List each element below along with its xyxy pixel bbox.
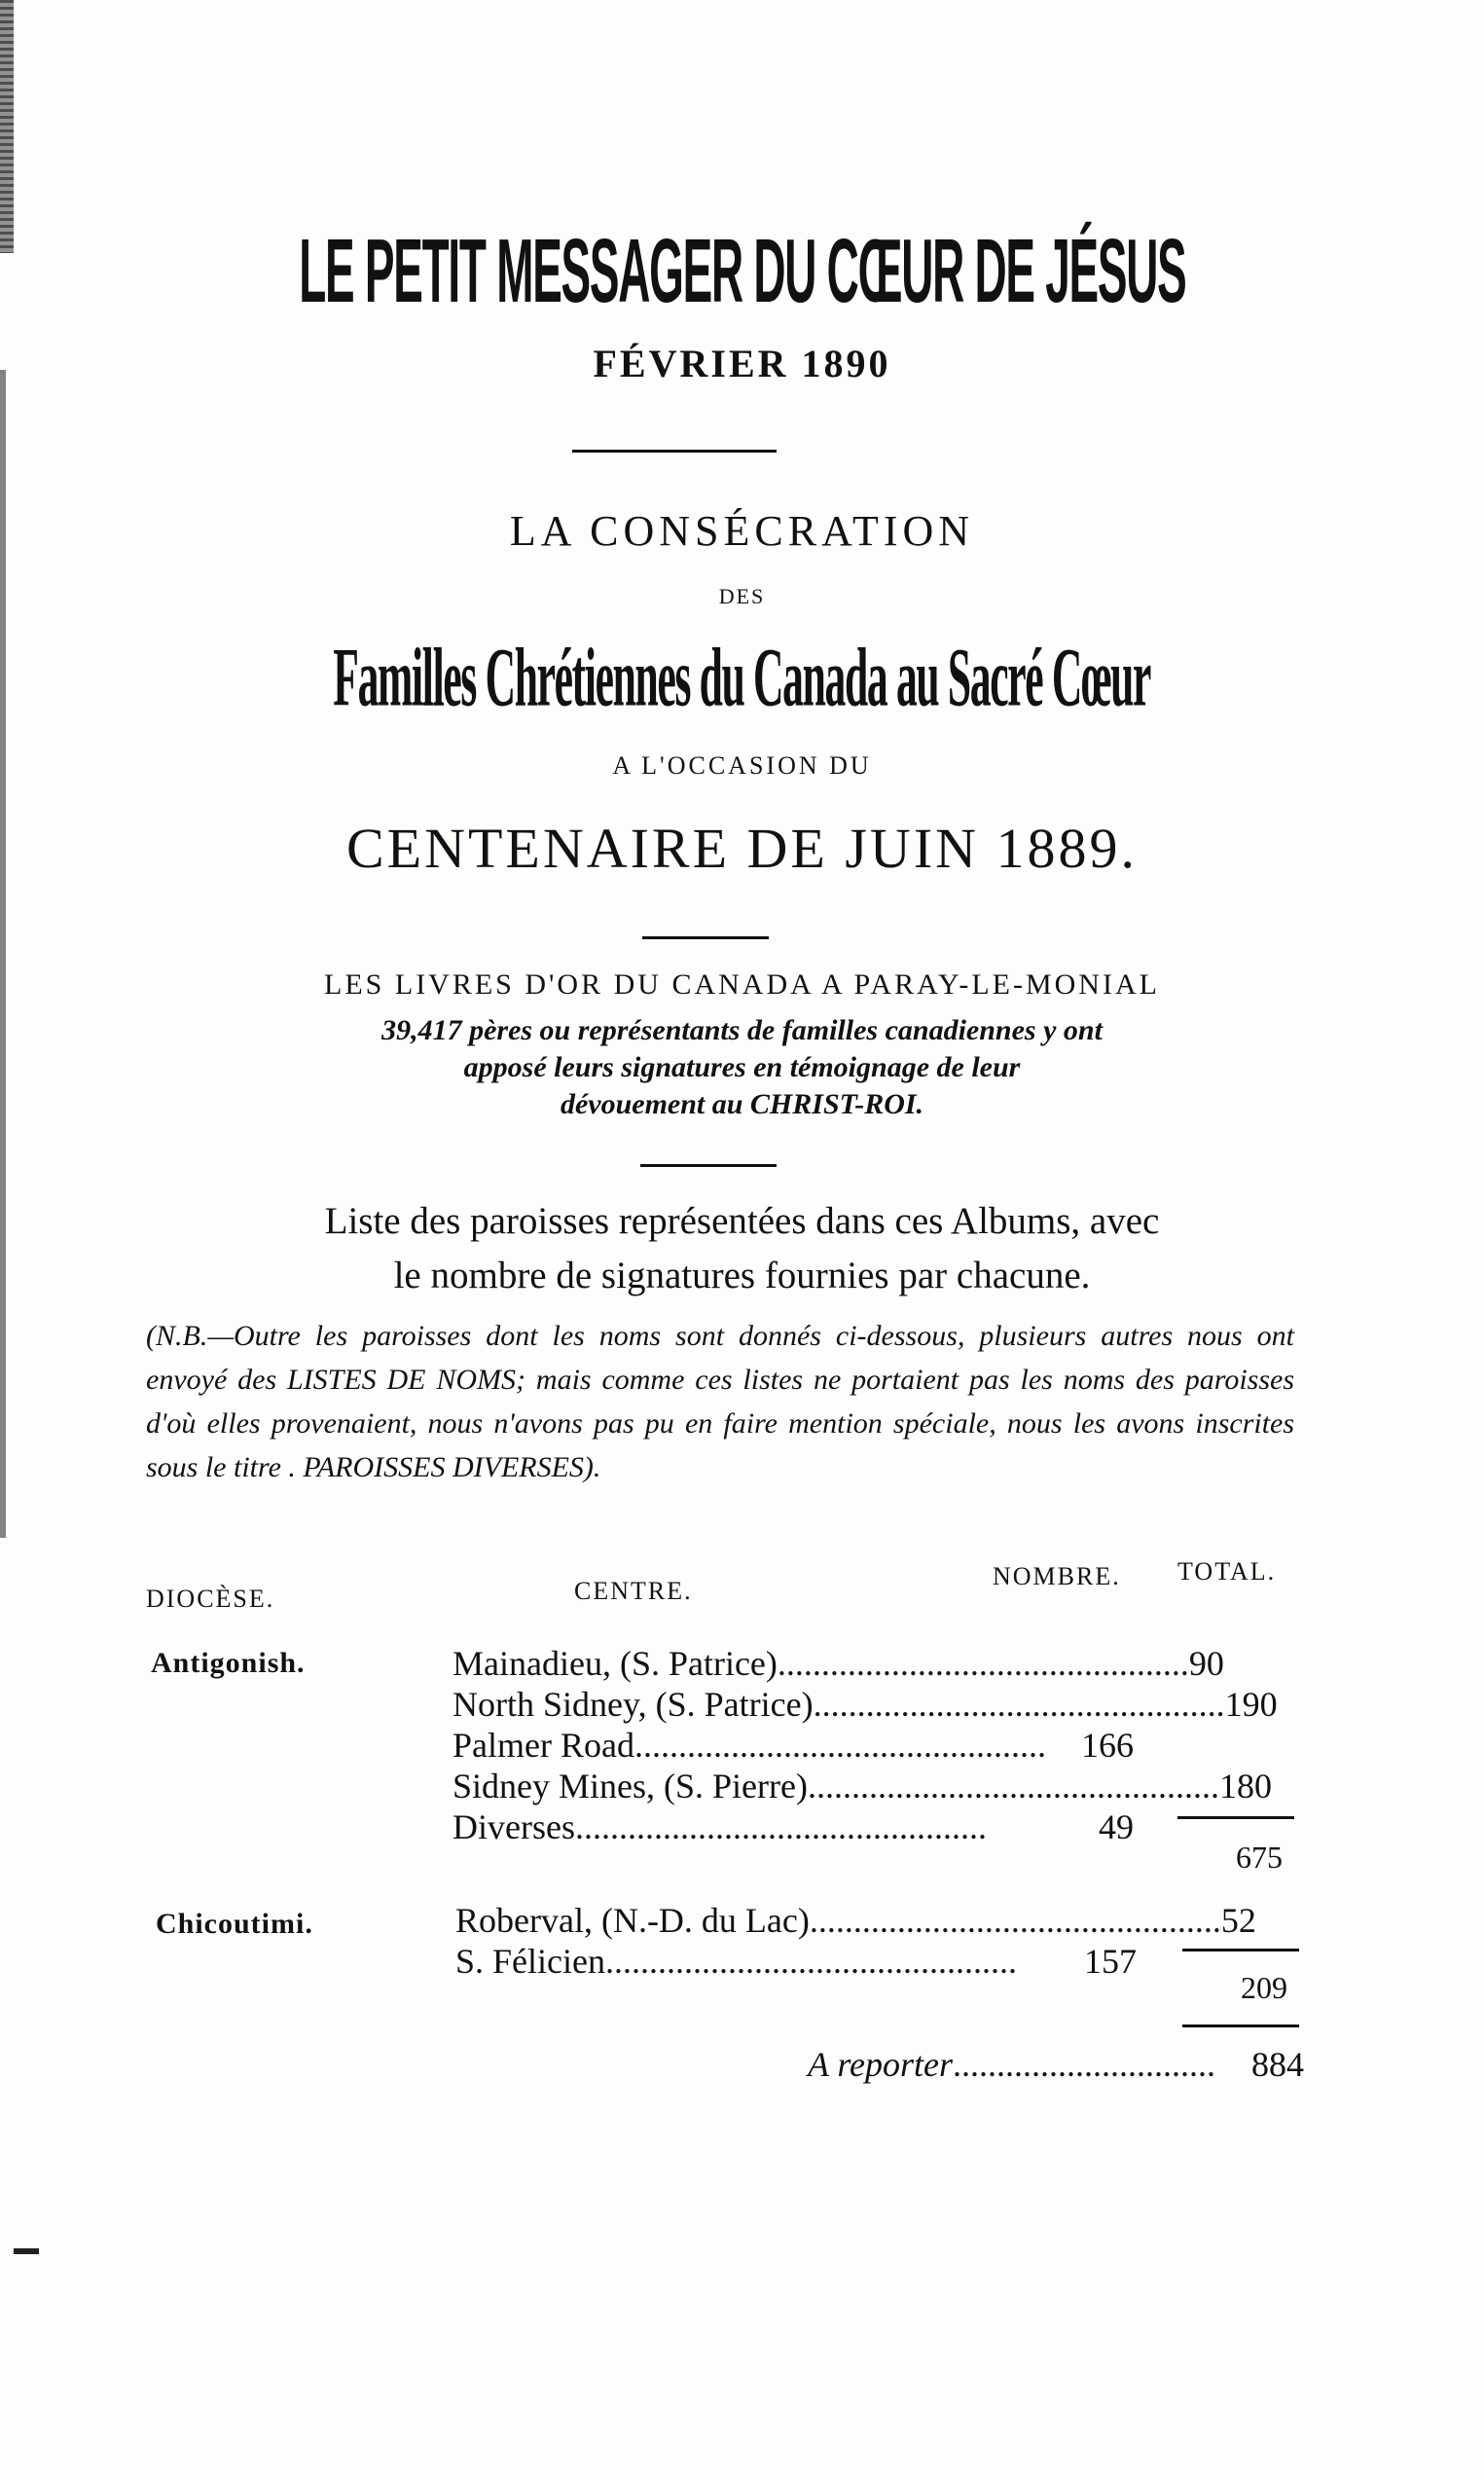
- centre-name: Roberval, (N.-D. du Lac): [455, 1901, 810, 1940]
- header-total: TOTAL.: [1177, 1557, 1277, 1586]
- table-row: [452, 1766, 1272, 1806]
- group-total: 209: [1241, 1970, 1287, 2005]
- heading-familles: Familles Chrétiennes du Canada au Sacré Cœur: [333, 632, 1151, 725]
- livres-title: LES LIVRES D'OR DU CANADA A PARAY-LE-MONIAL: [324, 968, 1160, 1001]
- nombre-value: 157: [1084, 1942, 1137, 1981]
- table-row: [452, 1806, 1134, 1847]
- nombre-value: 190: [1224, 1685, 1278, 1724]
- total-rule: [1177, 1816, 1294, 1819]
- heading-consecration: LA CONSÉCRATION: [509, 507, 975, 555]
- livres-line-1: 39,417 pères ou représentants de familles canadiennes y ont: [381, 1014, 1103, 1046]
- nombre-value: 90: [1188, 1644, 1224, 1683]
- livres-line-2: apposé leurs signatures en témoignage de leur: [463, 1051, 1021, 1083]
- divider: [640, 1164, 777, 1167]
- note-line-1: (N.B.—Outre les paroisses dont les noms sont donnés ci-dessous, plusieurs autres nous ont envoyé des LISTES DE NOMS;: [146, 1320, 1294, 1396]
- livres-line-3: dévouement au CHRIST-ROI.: [560, 1088, 924, 1120]
- heading-occasion: A L'OCCASION DU: [612, 751, 872, 780]
- centre-name: North Sidney, (S. Patrice): [452, 1685, 814, 1724]
- header-centre: CENTRE.: [574, 1577, 693, 1605]
- centre-name: S. Félicien: [455, 1942, 605, 1981]
- centre-name: Palmer Road: [452, 1726, 634, 1765]
- dot-leader: ...............................................: [574, 1807, 987, 1846]
- heading-centenaire: CENTENAIRE DE JUIN 1889.: [345, 817, 1139, 880]
- nombre-value: 49: [1099, 1807, 1134, 1846]
- diocese-name: Chicoutimi.: [156, 1908, 313, 1940]
- dot-leader: ...............................................: [633, 1726, 1046, 1765]
- note-line-3: elles provenaient, nous n'avons pas pu en faire mention spéciale,: [206, 1407, 996, 1440]
- nombre-value: 180: [1218, 1767, 1272, 1805]
- report-label: A reporter: [808, 2045, 953, 2084]
- note-line-4: nous les avons inscrites sous le titre . PAROISSES DIVERSES).: [146, 1407, 1295, 1483]
- diocese-name: Antigonish.: [151, 1647, 306, 1679]
- note-paragraph: [146, 1314, 1294, 1489]
- divider: [642, 936, 769, 939]
- heading-familles-wrap: [0, 631, 1484, 725]
- header-diocese: DIOCÈSE.: [146, 1585, 275, 1613]
- dot-leader: ...............................................: [777, 1644, 1189, 1683]
- header-nombre: NOMBRE.: [993, 1562, 1121, 1590]
- report-row: [808, 2044, 1304, 2085]
- total-rule: [1182, 1949, 1299, 1951]
- table-row: [455, 1941, 1137, 1982]
- table-row: [452, 1643, 1224, 1684]
- report-total: 884: [1251, 2045, 1304, 2084]
- group-total: 675: [1236, 1840, 1283, 1875]
- dot-leader: ...............................................: [813, 1685, 1225, 1724]
- nombre-value: 166: [1081, 1726, 1134, 1765]
- scan-edge-artifact: [0, 0, 14, 253]
- centre-name: Sidney Mines, (S. Pierre): [452, 1767, 808, 1805]
- liste-line-2: le nombre de signatures fournies par chacune.: [393, 1255, 1091, 1296]
- masthead: [0, 219, 1484, 321]
- dot-leader: ...............................................: [807, 1767, 1219, 1805]
- total-rule: [1182, 2024, 1299, 2027]
- note-line-2: mais comme ces listes ne portaient pas les noms des paroisses d'où: [146, 1364, 1294, 1440]
- table-row: [452, 1684, 1278, 1725]
- table-row: [452, 1725, 1134, 1766]
- heading-des: DES: [718, 584, 766, 608]
- dot-leader: ...............................................: [809, 1901, 1221, 1940]
- dot-leader: ..............................: [953, 2045, 1215, 2084]
- scan-mark: [14, 2248, 39, 2254]
- divider: [572, 450, 777, 453]
- dot-leader: ...............................................: [604, 1942, 1017, 1981]
- table-row: [455, 1900, 1256, 1941]
- issue-date: FÉVRIER 1890: [593, 342, 891, 385]
- nombre-value: 52: [1220, 1901, 1256, 1940]
- masthead-title: LE PETIT MESSAGER DU CŒUR DE JÉSUS: [298, 220, 1186, 321]
- centre-name: Mainadieu, (S. Patrice): [452, 1644, 778, 1683]
- centre-name: Diverses: [452, 1807, 575, 1846]
- liste-line-1: Liste des paroisses représentées dans ces Albums, avec: [324, 1200, 1160, 1242]
